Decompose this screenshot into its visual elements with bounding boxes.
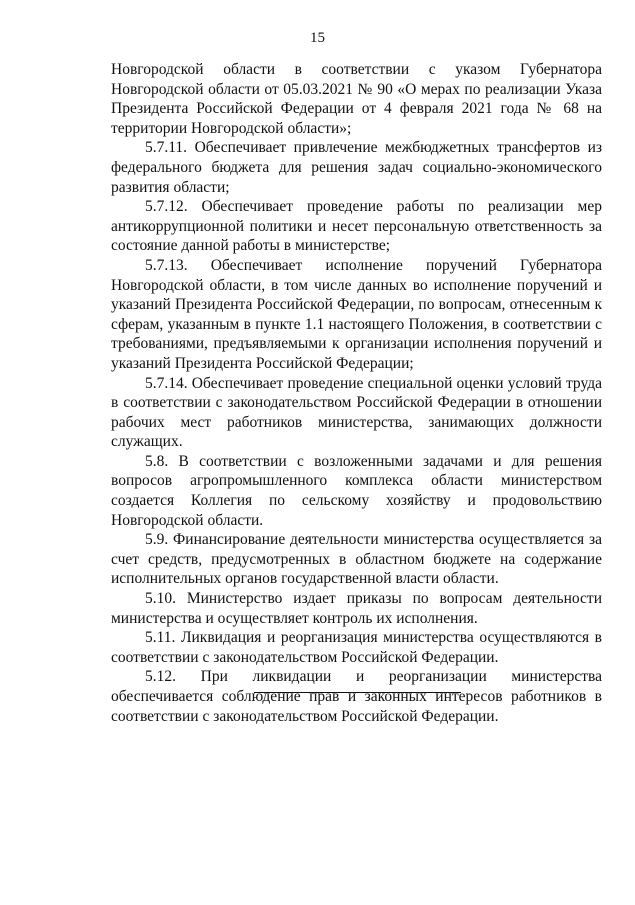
- paragraph-5-7-14: 5.7.14. Обеспечивает проведение специальной оценки условий труда в соответствии с законодательством Российской Федерации в отношении рабочих мест работников министерства, занимающих должности служащих.: [111, 374, 602, 451]
- page-number: 15: [310, 30, 325, 46]
- paragraph-5-10: 5.10. Министерство издает приказы по вопросам деятельности министерства и осуществляет контроль их исполнения.: [111, 590, 602, 627]
- paragraph-5-7-12: 5.7.12. Обеспечивает проведение работы по реализации мер антикоррупционной политики и несет персональную ответственность за состояние данной работы в министерстве;: [111, 198, 602, 255]
- paragraph-5-12: 5.12. При ликвидации и реорганизации министерства обеспечивается соблюдение прав и законных интересов работников в соответствии с законодательством Российской Федерации.: [111, 668, 602, 725]
- document-body: [111, 60, 602, 726]
- paragraph-5-9: 5.9. Финансирование деятельности министерства осуществляется за счет средств, предусмотренных в областном бюджете на содержание исполнительных органов государственной власти области.: [111, 531, 602, 588]
- paragraph-5-8: 5.8. В соответствии с возложенными задачами и для решения вопросов агропромышленного комплекса области министерством создается Коллегия по сельскому хозяйству и продовольствию Новгородской области.: [111, 452, 602, 529]
- paragraph-5-7-13: 5.7.13. Обеспечивает исполнение поручений Губернатора Новгородской области, в том числе данных во исполнение поручений и указаний Президента Российской Федерации, по вопросам, отнесенным к сферам, указанным в пункте 1.1 настоящего Положения, в соответствии с требованиями, предъявляемыми к организации исполнения поручений и указаний Президента Российской Федерации;: [111, 256, 602, 372]
- end-of-document-rule: [254, 692, 461, 693]
- paragraph-5-7-11: 5.7.11. Обеспечивает привлечение межбюджетных трансфертов из федерального бюджета для решения задач социально-экономического развития области;: [111, 139, 602, 196]
- paragraph-continuation: Новгородской области в соответствии с указом Губернатора Новгородской области от 05.03.2021 № 90 «О мерах по реализации Указа Президента Российской Федерации от 4 февраля 2021 года № 68 на территории Новгородской области»;: [111, 61, 602, 137]
- paragraph-5-11: 5.11. Ликвидация и реорганизация министерства осуществляются в соответствии с законодательством Российской Федерации.: [111, 629, 602, 666]
